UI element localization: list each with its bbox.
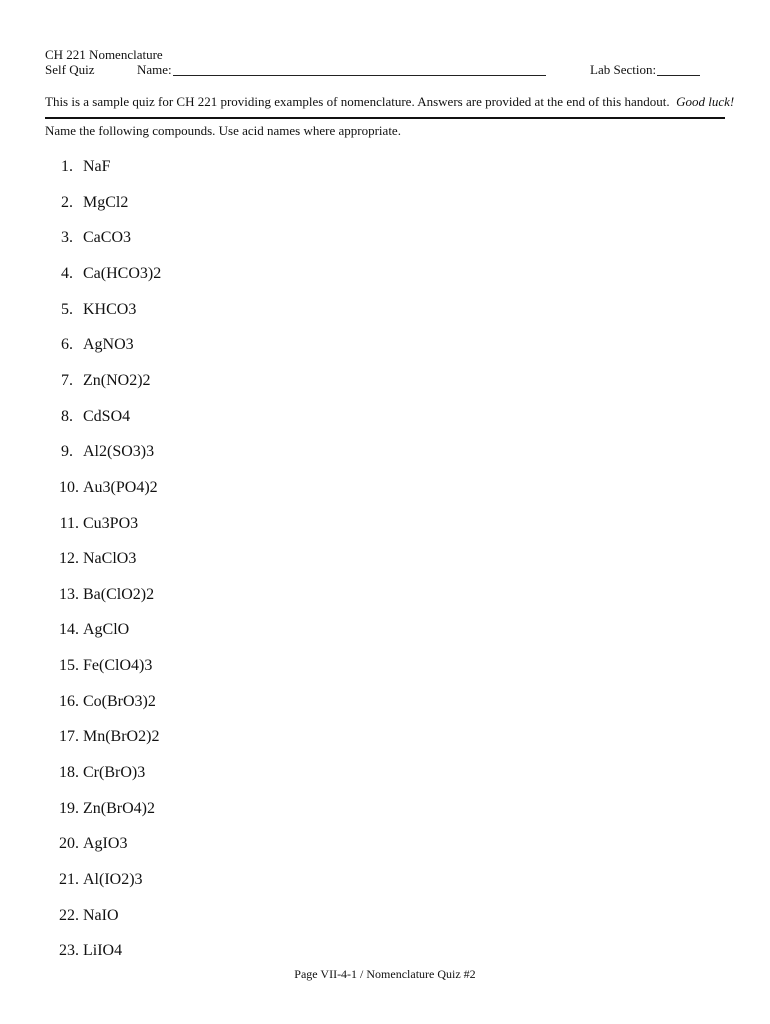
- divider: [45, 117, 725, 119]
- question-number: 4.: [61, 264, 73, 282]
- compound-formula: AgNO3: [83, 336, 134, 354]
- question-number: 9.: [61, 443, 73, 461]
- compound-formula: MgCl2: [83, 193, 129, 211]
- compound-formula: Ba(ClO2)2: [83, 585, 155, 603]
- question-number: 8.: [61, 407, 73, 425]
- question-item: [0, 907, 119, 925]
- compound-formula: AgIO3: [83, 835, 128, 853]
- compound-formula: Fe(ClO4)3: [83, 657, 153, 675]
- question-number: 22.: [59, 906, 79, 924]
- question-item: [0, 479, 158, 497]
- compound-formula: CdSO4: [83, 407, 131, 425]
- question-item: [0, 835, 127, 853]
- quiz-label: Self Quiz: [45, 62, 95, 77]
- question-number: 6.: [61, 336, 73, 354]
- compound-formula: Cu3PO3: [83, 514, 139, 532]
- question-number: 15.: [59, 657, 79, 675]
- compound-formula: Zn(BrO4)2: [83, 799, 155, 817]
- page-footer: Page VII-4-1 / Nomenclature Quiz #2: [294, 967, 476, 981]
- compound-formula: NaClO3: [83, 550, 137, 568]
- question-item: [0, 764, 145, 782]
- course-title: CH 221 Nomenclature: [45, 47, 163, 62]
- question-number: 12.: [59, 550, 79, 568]
- compound-formula: Al2(SO3)3: [83, 443, 155, 461]
- compound-formula: Mn(BrO2)2: [83, 728, 160, 746]
- question-item: [0, 550, 136, 568]
- lab-section-label: Lab Section:: [590, 62, 657, 77]
- question-number: 3.: [61, 229, 73, 247]
- question-item: [0, 942, 122, 960]
- compound-formula: AgClO: [83, 621, 130, 639]
- question-item: [0, 443, 154, 461]
- intro-text: [45, 94, 734, 110]
- question-number: 7.: [61, 371, 73, 389]
- compound-formula: Zn(NO2)2: [83, 371, 151, 389]
- question-number: 16.: [59, 692, 79, 710]
- lab-section-field[interactable]: [657, 61, 700, 76]
- intro-closing: Good luck!: [676, 94, 735, 109]
- question-number: 10.: [59, 478, 79, 496]
- question-item: [0, 693, 156, 711]
- question-item: [0, 621, 129, 639]
- question-number: 21.: [59, 871, 79, 888]
- question-item: [0, 372, 151, 390]
- question-number: 5.: [61, 300, 73, 318]
- compound-formula: NaIO: [83, 906, 119, 924]
- instructions: Name the following compounds. Use acid names where appropriate.: [45, 123, 401, 138]
- compound-formula: Au3(PO4)2: [83, 478, 158, 496]
- question-item: [0, 229, 131, 247]
- compound-formula: CaCO3: [83, 229, 131, 247]
- question-number: 19.: [59, 799, 79, 817]
- compound-formula: NaF: [83, 158, 111, 175]
- question-item: [0, 336, 134, 354]
- question-item: [0, 515, 138, 533]
- question-item: [0, 871, 143, 889]
- question-number: 2.: [61, 193, 73, 211]
- question-number: 23.: [59, 942, 79, 960]
- question-number: 11.: [59, 514, 79, 532]
- question-item: [0, 265, 161, 283]
- question-item: [0, 586, 154, 604]
- compound-formula: LiIO4: [83, 942, 123, 960]
- compound-formula: Cr(BrO)3: [83, 764, 146, 782]
- question-number: 18.: [59, 764, 79, 782]
- question-number: 13.: [59, 585, 79, 603]
- question-item: [0, 800, 155, 818]
- question-item: [0, 301, 136, 319]
- question-number: 17.: [59, 728, 79, 746]
- question-number: 1.: [61, 158, 73, 175]
- name-field[interactable]: [173, 61, 546, 76]
- intro-body: This is a sample quiz for CH 221 providing examples of nomenclature. Answers are provided at the end of this handout.: [45, 94, 670, 109]
- compound-formula: Co(BrO3)2: [83, 692, 156, 710]
- question-item: [0, 408, 130, 426]
- compound-formula: Al(IO2)3: [83, 871, 143, 888]
- compound-formula: Ca(HCO3)2: [83, 264, 162, 282]
- question-item: [0, 158, 111, 176]
- question-item: [0, 728, 159, 746]
- name-label: Name:: [137, 62, 172, 77]
- question-item: [0, 194, 128, 212]
- question-number: 14.: [59, 621, 79, 639]
- compound-formula: KHCO3: [83, 300, 137, 318]
- question-item: [0, 657, 152, 675]
- question-number: 20.: [59, 835, 79, 853]
